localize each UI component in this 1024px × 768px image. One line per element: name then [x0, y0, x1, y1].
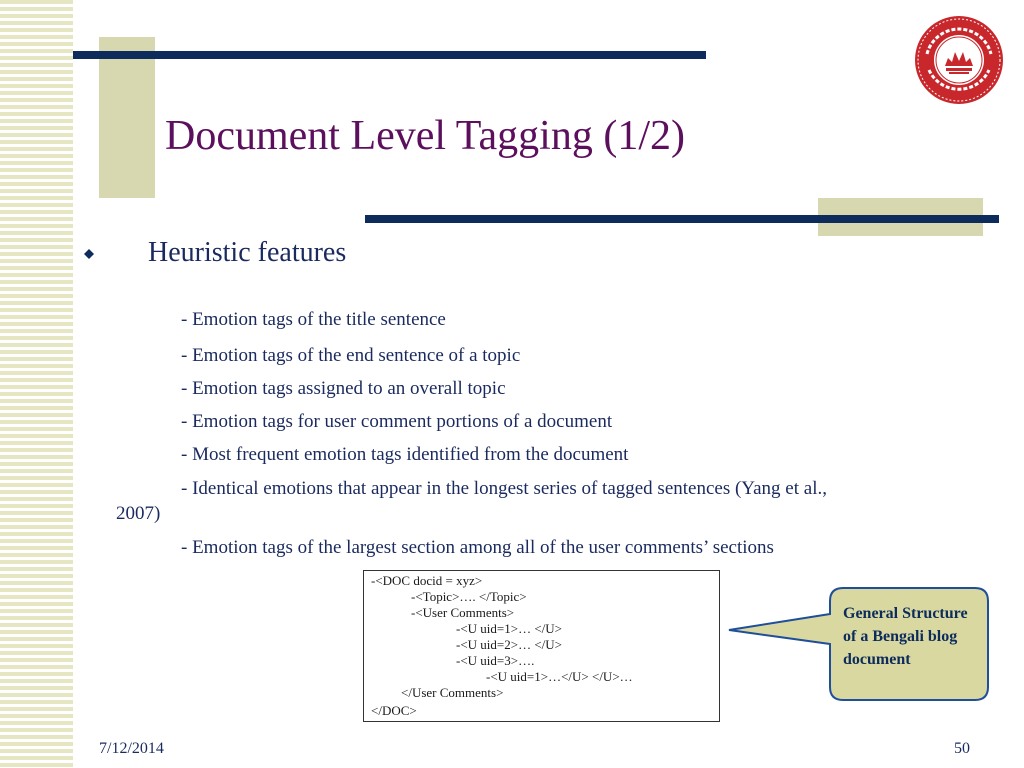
doc-structure-line: -<DOC docid = xyz>	[371, 573, 483, 588]
doc-structure-line: -<U uid=1>…</U> </U>…	[486, 669, 633, 684]
doc-structure-line: -<User Comments>	[411, 605, 515, 620]
list-item: - Most frequent emotion tags identified from the document	[181, 444, 629, 465]
list-item-continuation: 2007)	[116, 503, 161, 524]
decorative-bar-middle	[365, 215, 999, 223]
footer-date: 7/12/2014	[99, 740, 164, 757]
doc-structure-line: -<U uid=2>… </U>	[456, 637, 562, 652]
list-item: - Identical emotions that appear in the longest series of tagged sentences (Yang et al.,	[181, 478, 827, 499]
list-item: - Emotion tags of the title sentence	[181, 309, 446, 330]
doc-structure-line: -<U uid=3>….	[456, 653, 535, 668]
page-number: 50	[954, 740, 970, 757]
doc-structure-line: </User Comments>	[401, 685, 504, 700]
slide-title: Document Level Tagging (1/2)	[165, 113, 685, 159]
decorative-tan-block-top	[99, 37, 155, 198]
decorative-stripes	[0, 0, 73, 768]
decorative-bar-top	[73, 51, 706, 59]
list-item: - Emotion tags for user comment portions of a document	[181, 411, 613, 432]
list-item: - Emotion tags assigned to an overall topic	[181, 378, 506, 399]
callout-label: General Structure of a Bengali blog document	[843, 605, 968, 668]
list-item: - Emotion tags of the largest section among all of the user comments’ sections	[181, 537, 774, 558]
document-structure-box	[363, 570, 720, 722]
doc-structure-line: -<Topic>…. </Topic>	[411, 589, 527, 604]
diamond-bullet-icon	[84, 249, 94, 259]
university-seal-icon	[913, 14, 1005, 106]
doc-structure-line: </DOC>	[371, 703, 417, 718]
bullet-heading: Heuristic features	[148, 237, 347, 268]
list-item: - Emotion tags of the end sentence of a topic	[181, 345, 521, 366]
doc-structure-line: -<U uid=1>… </U>	[456, 621, 562, 636]
